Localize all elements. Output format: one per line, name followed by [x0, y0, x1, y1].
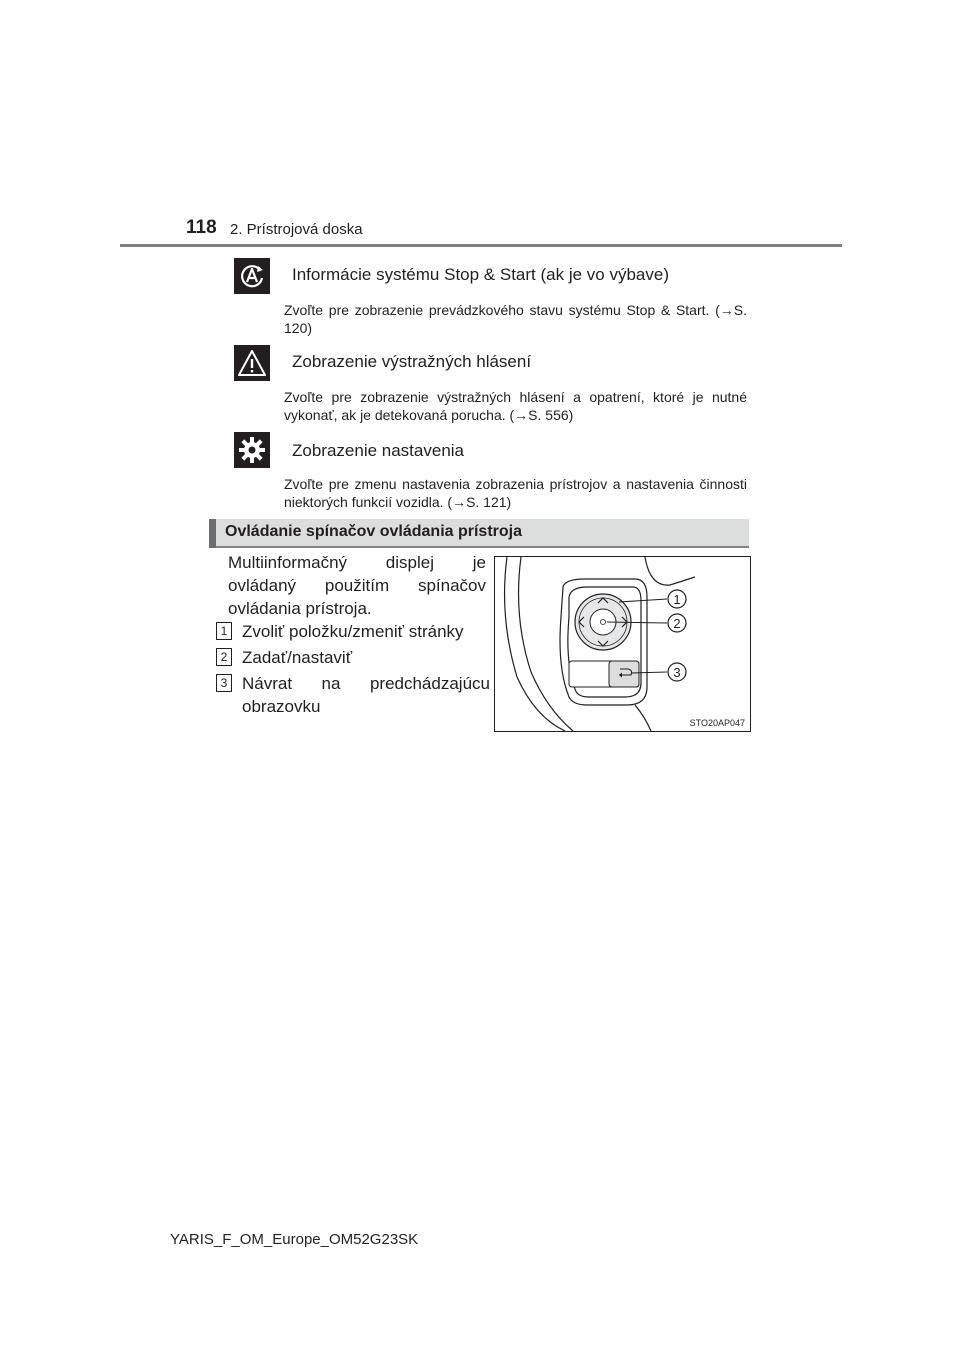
item-title-stop-start: Informácie systému Stop & Start (ak je vo výbave): [292, 265, 669, 284]
list-item-back: Návrat na predchádzajúcu obrazovku: [242, 674, 490, 716]
item-title-warnings: Zobrazenie výstražných hlásení: [292, 352, 532, 371]
header-rule: [120, 244, 842, 247]
item-desc-stop-start: Zvoľte pre zobrazenie prevádzkového stavu systému Stop & Start. (→S. 120): [284, 302, 747, 336]
intro-paragraph: Multiinformačný displej je ovládaný použitím spínačov ovládania prístroja.: [228, 553, 486, 618]
figure-code: STO20AP047: [689, 718, 745, 728]
section-title: 2. Prístrojová doska: [230, 221, 363, 238]
item-title-settings: Zobrazenie nastavenia: [292, 441, 465, 460]
figure-callout-1: 1: [673, 592, 681, 607]
subsection-title: Ovládanie spínačov ovládania prístroja: [225, 523, 522, 540]
list-item-select: Zvoliť položku/zmeniť stránky: [242, 622, 464, 641]
subsection-heading-accent: [209, 519, 216, 548]
stop-start-icon: [234, 258, 270, 294]
page-number: 118: [186, 217, 217, 238]
list-number-3: 3: [216, 674, 232, 692]
steering-switch-illustration: [495, 557, 750, 731]
item-desc-settings: Zvoľte pre zmenu nastavenia zobrazenia prístrojov a nastavenia činnosti niektorých funkcií vozidla. (→S. 121): [284, 476, 747, 510]
warning-triangle-icon: [234, 345, 270, 381]
figure-callout-3: 3: [673, 665, 681, 680]
list-item-enter: Zadať/nastaviť: [242, 648, 353, 667]
item-desc-warnings: Zvoľte pre zobrazenie výstražných hlásení a opatrení, ktoré je nutné vykonať, ak je detekovaná porucha. (→S. 556): [284, 389, 747, 423]
steering-switch-figure: [494, 556, 751, 732]
list-number-1: 1: [216, 622, 232, 640]
footer-model-code: YARIS_F_OM_Europe_OM52G23SK: [170, 1231, 419, 1248]
gear-icon: [234, 432, 270, 468]
figure-callout-2: 2: [673, 616, 681, 631]
list-number-2: 2: [216, 648, 232, 666]
